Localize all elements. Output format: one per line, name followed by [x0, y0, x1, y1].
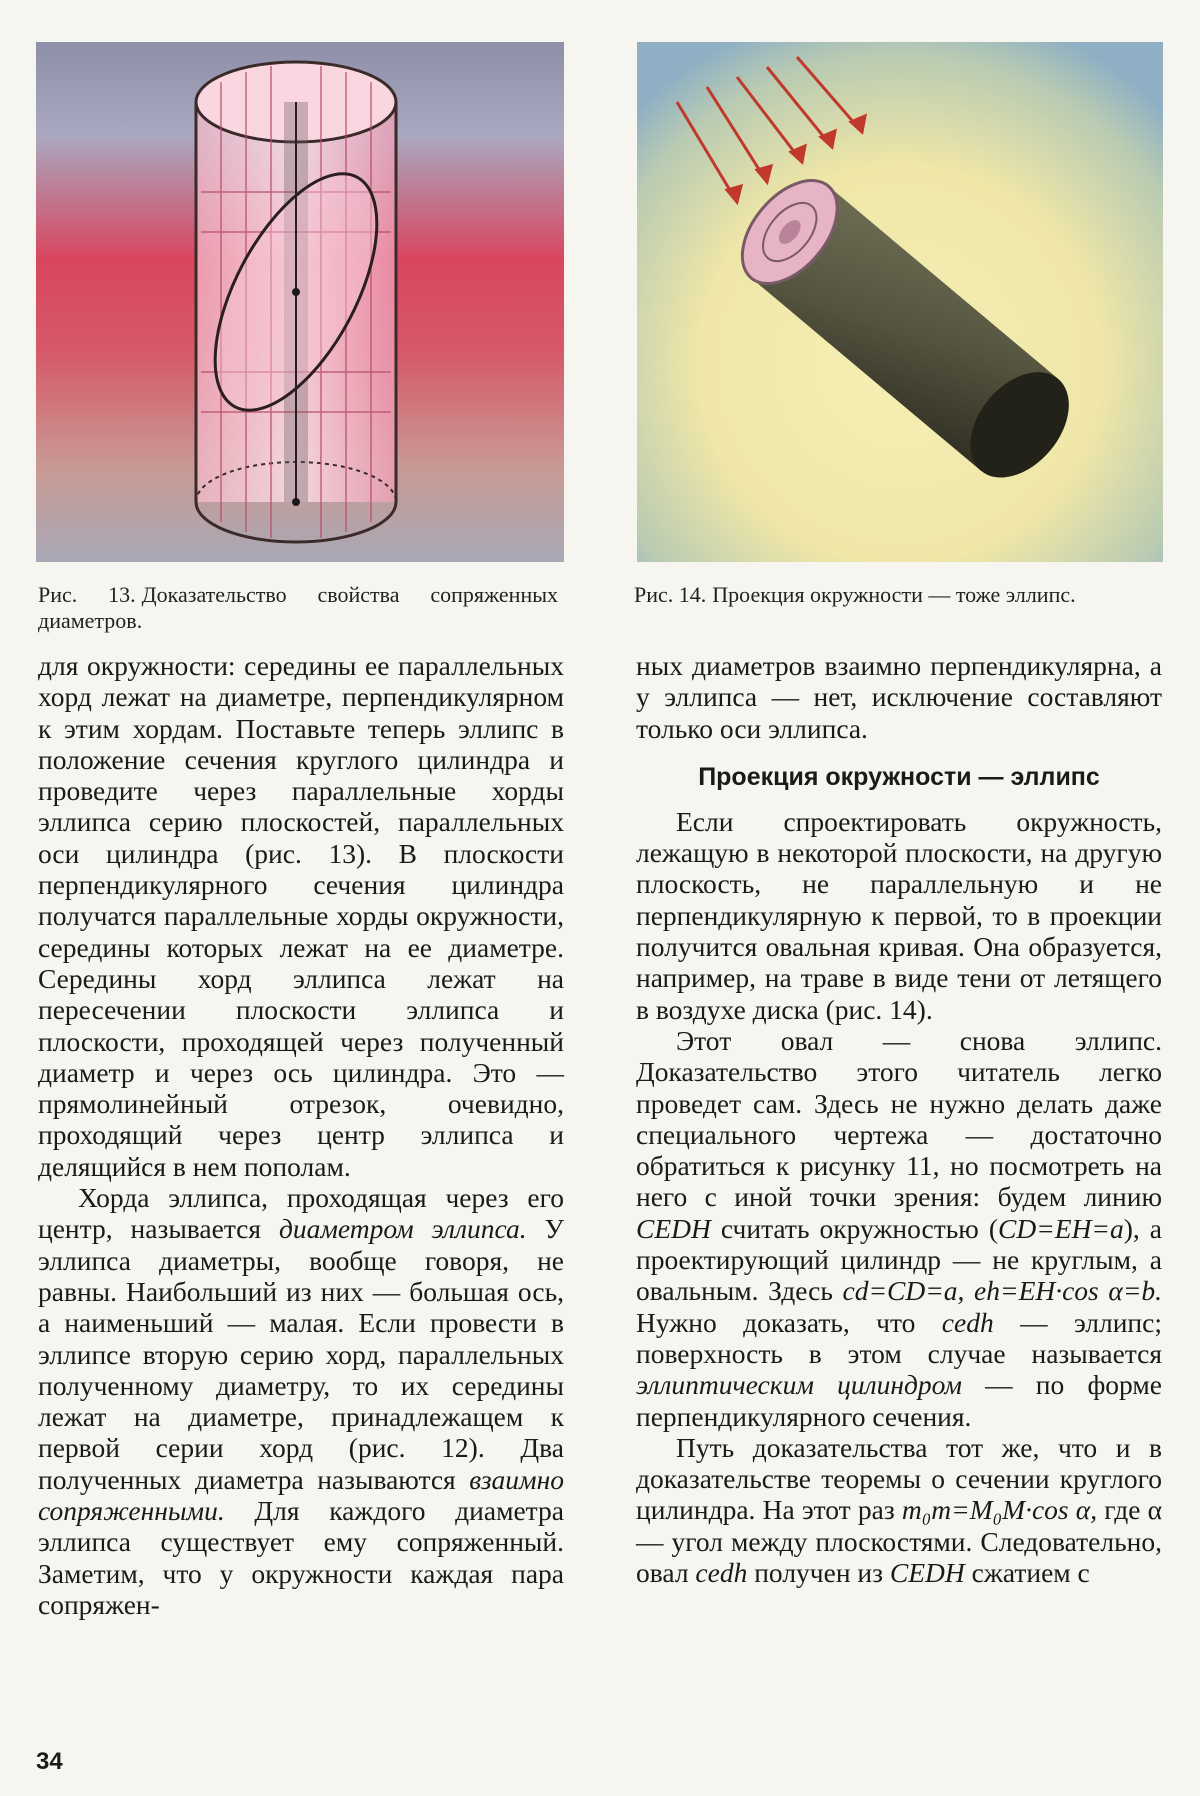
paragraph: Путь доказательства тот же, что и в доказательстве теоремы о сечении круглого цилиндра. На этот раз m₀m=M₀M·cos α, где α — угол между плоскостями. Следовательно, овал cedh получен из CEDH сжатием с	[636, 1431, 1162, 1589]
left-text-column	[38, 650, 564, 1620]
right-text-column	[636, 650, 1162, 1588]
paragraph: Этот овал — снова эллипс. Доказательство этого читатель легко проведет сам. Здесь не нужно делать даже специального чертежа — достаточно обратиться к рисунку 11, но посмотреть на него с иной точки зрения: будем линию CEDH считать окружностью (CD=EH=a), а проектирующий цилиндр — не круглым, а овальным. Здесь cd=CD=a, eh=EH·cos α=b. Нужно доказать, что cedh — эллипс; поверхность в этом случае называется эллиптическим цилиндром — по форме перпендикулярного сечения.	[636, 1024, 1162, 1432]
caption-text: Проекция окружности — тоже эллипс.	[712, 582, 1076, 607]
term-italic: эллиптическим цилиндром	[636, 1369, 962, 1401]
caption-label: Рис. 13.	[38, 582, 136, 607]
figure-13-caption	[38, 582, 558, 634]
section-heading: Проекция окружности — эллипс	[698, 762, 1100, 791]
cylinder-section-illustration	[36, 42, 564, 562]
figure-13-image	[36, 42, 564, 562]
page-number: 34	[36, 1748, 63, 1775]
caption-text: Доказательство свойства сопряженных диаметров.	[38, 582, 558, 633]
figure-14-image	[637, 42, 1163, 562]
caption-label: Рис. 14.	[634, 582, 707, 607]
term-italic: диаметром эллипса.	[278, 1213, 527, 1245]
term-italic: взаимно сопряженными.	[38, 1463, 564, 1527]
paragraph: Хорда эллипса, проходящая через его центр, называется диаметром эллипса. У эллипса диаметры, вообще говоря, не равны. Наибольший из них — большая ось, а наименьший — малая. Если провести в эллипсе вторую серию хорд, параллельных полученному диаметру, то их середины лежат на диаметре, принадлежащем к первой серии хорд (рис. 12). Два полученных диаметра называются взаимно сопряженными. Для каждого диаметра эллипса существует ему сопряженный. Заметим, что у окружности каждая пара сопряжен-	[38, 1182, 564, 1620]
paragraph: для окружности: середины ее параллельных хорд лежат на диаметре, перпендикулярном к этим хордам. Поставьте теперь эллипс в положение сечения круглого цилиндра и проведите через параллельные хорды эллипса серию плоскостей, параллельных оси цилиндра (рис. 13). В плоскости перпендикулярного сечения цилиндра получатся параллельные хорды окружности, середины которых лежат на ее диаметре. Середины хорд эллипса лежат на пересечении плоскости эллипса и плоскости, проходящей через полученный диаметр и через ось цилиндра. Это — прямолинейный отрезок, очевидно, проходящий через центр эллипса и делящийся в нем пополам.	[38, 650, 564, 1182]
figure-14-caption	[634, 582, 1160, 608]
paragraph: ных диаметров взаимно перпендикулярна, а у эллипса — нет, исключение составляют только оси эллипса.	[636, 650, 1162, 744]
paragraph: Если спроектировать окружность, лежащую в некоторой плоскости, на другую плоскость, не параллельную и не перпендикулярную к первой, то в проекции получится овальная кривая. Она образуется, например, на траве в виде тени от летящего в воздухе диска (рис. 14).	[636, 805, 1162, 1025]
oblique-cylinder-shadow-illustration	[637, 42, 1163, 562]
